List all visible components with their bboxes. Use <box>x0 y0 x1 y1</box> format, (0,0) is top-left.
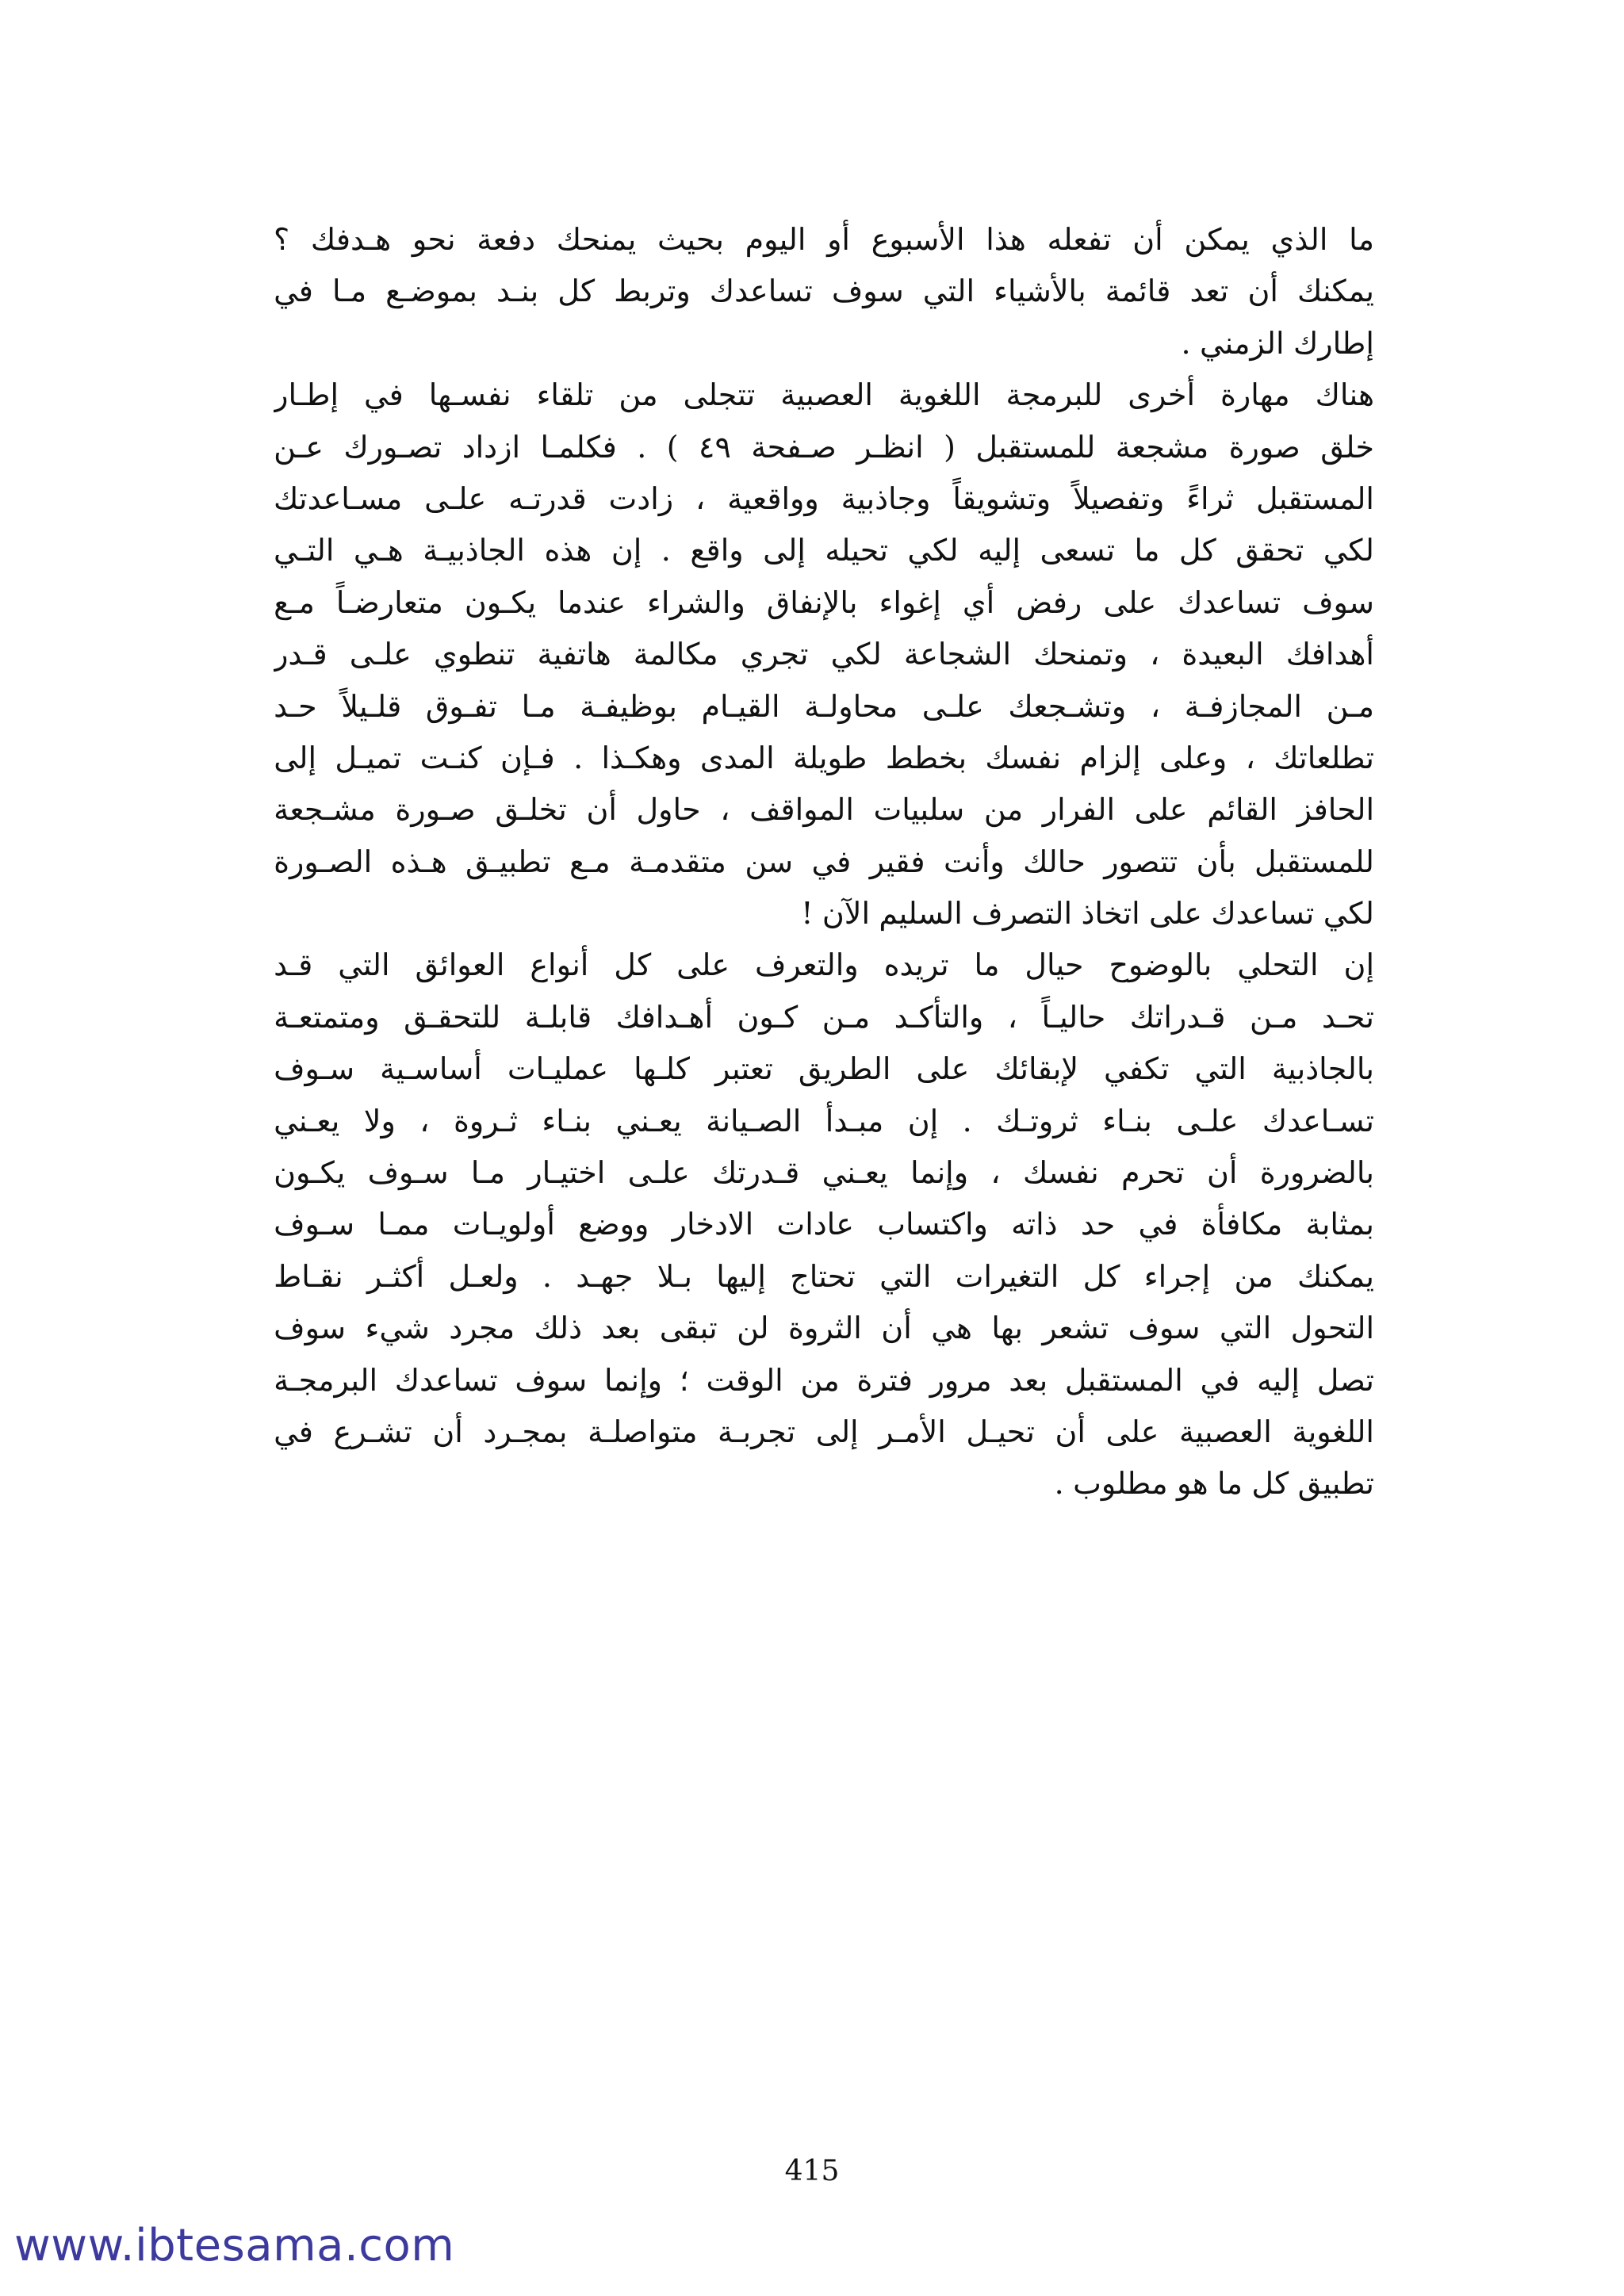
text-line: ما الذي يمكن أن تفعله هذا الأسبوع أو اليوم بحيث يمنحك دفعة نحو هـدفك ؟ <box>274 222 1374 257</box>
text-line: يمكنك أن تعد قائمة بالأشياء التي سوف تساعدك وتربط كل بنـد بموضـع مـا في <box>274 274 1374 309</box>
text-line: يمكنك من إجراء كل التغيرات التي تحتاج إليها بـلا جهـد . ولعـل أكثـر نقـاط <box>274 1258 1374 1294</box>
text-line: خلق صورة مشجعة للمستقبل ( انظـر صـفحة ٤٩ ) . فكلمـا ازداد تصـورك عـن <box>274 429 1374 465</box>
text-line: تسـاعدك علـى بنـاء ثروتـك . إن مبـدأ الصـيانة يعـني بنـاء ثـروة ، ولا يعـني <box>274 1103 1374 1138</box>
text-line: إطارك الزمني . <box>1181 325 1374 361</box>
text-line: بمثابة مكافأة في حد ذاته واكتساب عادات الادخار ووضع أولويـات ممـا سـوف <box>274 1207 1374 1242</box>
text-line: هناك مهارة أخرى للبرمجة اللغوية العصبية تتجلى من تلقاء نفسـها في إطـار <box>274 377 1374 413</box>
text-line: الحافز القائم على الفرار من سلبيات المواقف ، حاول أن تخلـق صـورة مشـجعة <box>274 792 1374 828</box>
text-line: إن التحلي بالوضوح حيال ما تريده والتعرف على كل أنواع العوائق التي قـد <box>274 947 1374 983</box>
text-line: بالجاذبية التي تكفي لإبقائك على الطريق تعتبر كلـها عمليـات أساسـية سـوف <box>274 1051 1374 1087</box>
text-line: تصل إليه في المستقبل بعد مرور فترة من الوقت ؛ وإنما سوف تساعدك البرمجـة <box>274 1362 1374 1398</box>
text-line: تطبيق كل ما هو مطلوب . <box>1054 1466 1374 1502</box>
watermark: www.ibtesama.com <box>14 2220 455 2271</box>
body-text <box>274 214 1374 1510</box>
text-line: المستقبل ثراءً وتفصيلاً وتشويقاً وجاذبية وواقعية ، زادت قدرتـه علـى مسـاعدتك <box>274 480 1374 516</box>
page-number: 415 <box>784 2155 840 2187</box>
text-line: تطلعاتك ، وعلى إلزام نفسك بخطط طويلة المدى وهكـذا . فـإن كنـت تميـل إلى <box>274 740 1374 775</box>
text-line: للمستقبل بأن تتصور حالك وأنت فقير في سن متقدمـة مـع تطبيـق هـذه الصـورة <box>274 844 1374 879</box>
text-line: سوف تساعدك على رفض أي إغواء بالإنفاق والشراء عندما يكـون متعارضـاً مـع <box>274 584 1374 620</box>
text-line: تحـد مـن قـدراتك حاليـاً ، والتأكـد مـن كـون أهـدافك قابلـة للتحقـق ومتمتعـة <box>274 999 1374 1035</box>
text-line: اللغوية العصبية على أن تحيـل الأمـر إلى تجربـة متواصلـة بمجـرد أن تشـرع في <box>274 1414 1374 1449</box>
text-line: أهدافك البعيدة ، وتمنحك الشجاعة لكي تجري مكالمة هاتفية تنطوي علـى قـدر <box>274 637 1374 672</box>
text-line: لكي تساعدك على اتخاذ التصرف السليم الآن ! <box>801 896 1374 932</box>
text-line: التحول التي سوف تشعر بها هي أن الثروة لن تبقى بعد ذلك مجرد شيء سوف <box>274 1311 1374 1346</box>
text-line: لكي تحقق كل ما تسعى إليه لكي تحيله إلى واقع . إن هذه الجاذبيـة هـي التـي <box>274 533 1374 568</box>
text-line: بالضرورة أن تحرم نفسك ، وإنما يعـني قـدرتك علـى اختيـار مـا سـوف يكـون <box>274 1155 1374 1191</box>
text-line: مـن المجازفـة ، وتشـجعك علـى محاولـة القيـام بوظيفـة مـا تفـوق قلـيلاً حـد <box>274 688 1374 724</box>
